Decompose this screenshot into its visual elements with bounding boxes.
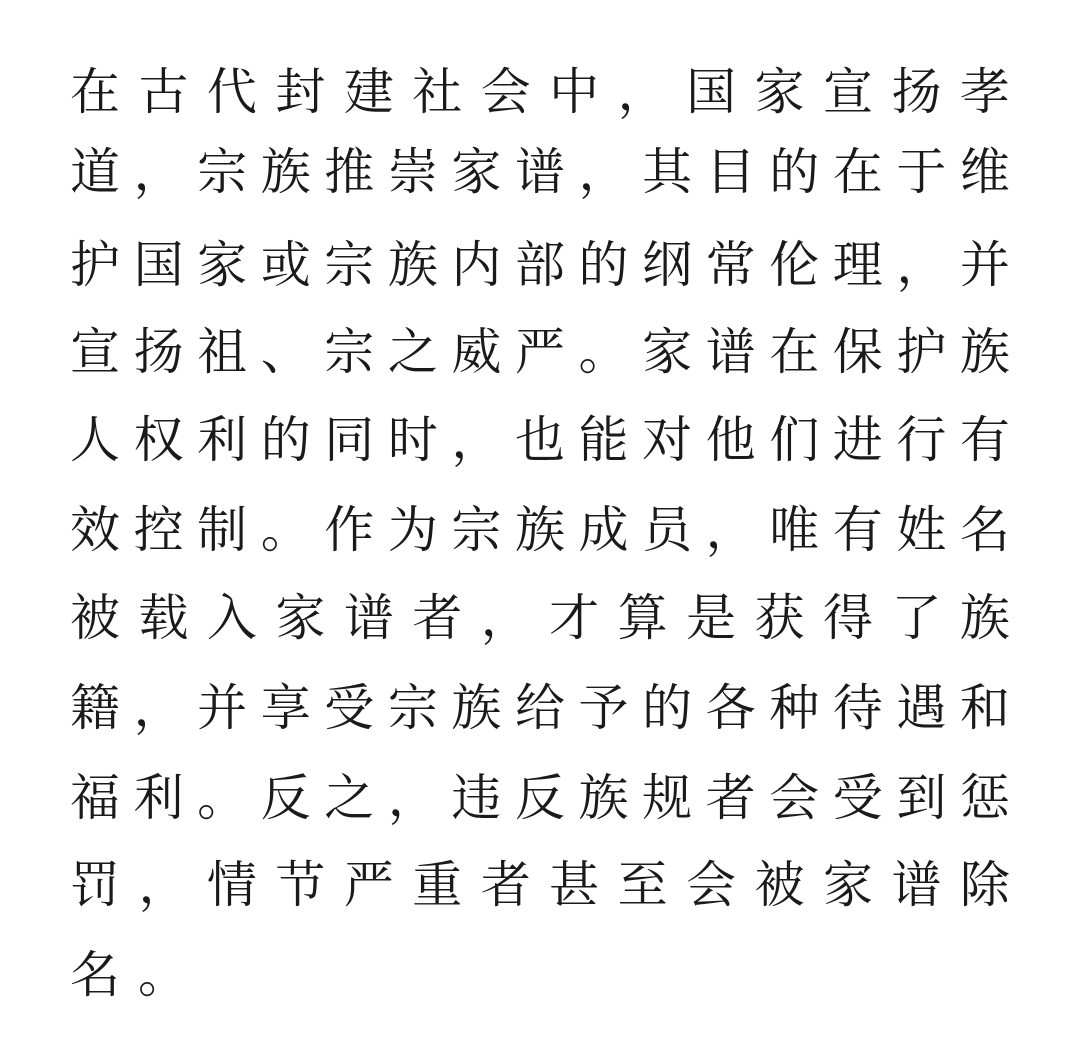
text-line-3: 护 国 家 或 宗 族 内 部 的 纲 常 伦 理 ， 并 [70,236,1010,294]
text-line-5: 人 权 利 的 同 时 ， 也 能 对 他 们 进 行 有 [70,411,1010,469]
text-line-7: 被 载 入 家 谱 者 ， 才 算 是 获 得 了 族 [70,589,1010,647]
text-line-11: 名。 [70,946,206,1004]
text-line-9: 福 利 。 反 之 ， 违 反 族 规 者 会 受 到 惩 [70,769,1010,827]
text-line-2: 道 ， 宗 族 推 崇 家 谱 ， 其 目 的 在 于 维 [70,143,1010,201]
text-line-8: 籍 ， 并 享 受 宗 族 给 予 的 各 种 待 遇 和 [70,679,1010,737]
text-line-4: 宣 扬 祖 、 宗 之 威 严 。 家 谱 在 保 护 族 [70,323,1010,381]
text-line-1: 在 古 代 封 建 社 会 中 ， 国 家 宣 扬 孝 [70,63,1010,121]
text-line-10: 罚 ， 情 节 严 重 者 甚 至 会 被 家 谱 除 [70,856,1010,914]
text-line-6: 效 控 制 。 作 为 宗 族 成 员 ， 唯 有 姓 名 [70,501,1010,559]
